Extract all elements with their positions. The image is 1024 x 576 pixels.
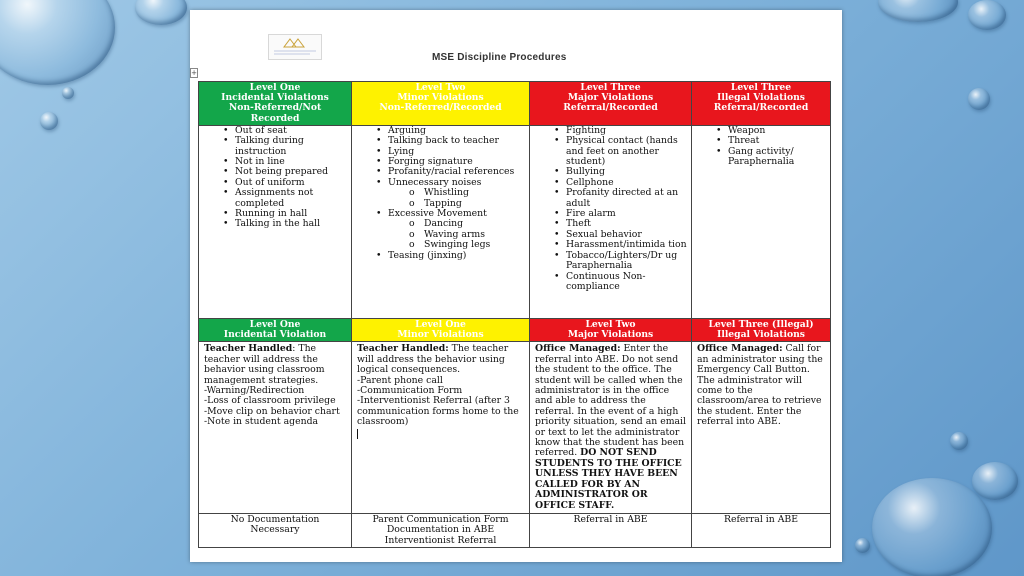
water-drop-decoration bbox=[950, 432, 968, 450]
list-item: • Arguing bbox=[352, 126, 529, 136]
level-three-illegal-list-cell bbox=[692, 125, 831, 321]
level-two-list-cell bbox=[352, 125, 530, 321]
level-three-illegal-list bbox=[692, 126, 830, 168]
procedure-header-level-three bbox=[692, 319, 831, 342]
school-logo bbox=[268, 34, 322, 60]
water-drop-decoration bbox=[0, 0, 115, 85]
procedure-step: -Interventionist Referral (after 3 communication forms home to the classroom) bbox=[357, 395, 519, 428]
list-item: • Forging signature bbox=[352, 157, 529, 167]
documentation-row bbox=[199, 513, 831, 547]
documentation-line: Parent Communication Form bbox=[372, 513, 509, 525]
documentation-line: Necessary bbox=[250, 524, 300, 536]
list-item: • Fire alarm bbox=[530, 209, 691, 219]
documentation-line: No Documentation bbox=[230, 513, 320, 525]
documentation-illegal bbox=[692, 513, 831, 547]
list-item: • Threat bbox=[692, 136, 830, 146]
document-page bbox=[190, 10, 842, 562]
water-drop-decoration bbox=[40, 112, 58, 130]
list-item: • Tobacco/Lighters/Dr ug Paraphernalia bbox=[530, 251, 691, 272]
teacher-handled-incidental-cell bbox=[199, 342, 352, 514]
list-item: • Physical contact (hands and feet on another student) bbox=[530, 136, 691, 167]
header-line: Non-Referred/Recorded bbox=[379, 102, 502, 114]
procedure-header-level-one bbox=[199, 319, 352, 342]
table-move-handle[interactable]: + bbox=[191, 69, 197, 77]
office-managed-illegal-cell bbox=[692, 342, 831, 514]
header-line: Level Two bbox=[415, 82, 466, 93]
header-line: Level One bbox=[249, 319, 301, 330]
procedure-description: The teacher will address the behavior using logical consequences. bbox=[357, 343, 509, 376]
sub-list-item: o Swinging legs bbox=[352, 240, 529, 250]
level-three-major-list-cell bbox=[530, 125, 692, 321]
header-line: Incidental Violation bbox=[223, 329, 327, 341]
list-item: • Weapon bbox=[692, 126, 830, 136]
list-item: • Excessive Movement bbox=[352, 209, 529, 219]
list-item: • Theft bbox=[530, 219, 691, 229]
procedure-step: -Move clip on behavior chart bbox=[204, 405, 340, 417]
water-drop-decoration bbox=[135, 0, 187, 25]
water-drop-decoration bbox=[62, 87, 74, 99]
list-item: • Harassment/intimida tion bbox=[530, 240, 691, 250]
header-line: Level One bbox=[249, 82, 301, 93]
water-drop-decoration bbox=[855, 538, 870, 553]
document-title: MSE Discipline Procedures bbox=[432, 52, 567, 63]
procedure-text bbox=[357, 344, 524, 375]
procedure-step: -Warning/Redirection bbox=[204, 385, 305, 397]
documentation-minor bbox=[352, 513, 530, 547]
header-line: Level One bbox=[415, 319, 466, 330]
header-line: Level Three (Illegal) bbox=[708, 319, 814, 330]
list-item: • Lying bbox=[352, 147, 529, 157]
list-item: • Bullying bbox=[530, 167, 691, 177]
logo-graphic bbox=[270, 36, 320, 58]
procedure-label: Office Managed: bbox=[697, 343, 783, 355]
procedures-header-row bbox=[199, 319, 831, 342]
level-one-list bbox=[199, 126, 351, 230]
text-cursor bbox=[357, 429, 358, 439]
documentation-line: Interventionist Referral bbox=[384, 534, 497, 546]
violations-body-row bbox=[199, 125, 831, 321]
list-item: • Cellphone bbox=[530, 178, 691, 188]
list-item: • Fighting bbox=[530, 126, 691, 136]
list-item: • Talking back to teacher bbox=[352, 136, 529, 146]
header-level-three-illegal bbox=[692, 82, 831, 126]
documentation-line: Referral in ABE bbox=[723, 513, 799, 525]
header-line: Minor Violations bbox=[397, 329, 484, 341]
procedure-step: -Parent phone call bbox=[357, 374, 443, 386]
list-item: • Teasing (jinxing) bbox=[352, 251, 529, 261]
violations-table bbox=[198, 81, 831, 322]
header-line: Referral/Recorded bbox=[713, 102, 809, 114]
water-drop-decoration bbox=[878, 0, 958, 22]
office-managed-major-cell bbox=[530, 342, 692, 514]
water-drop-decoration bbox=[972, 462, 1018, 500]
procedure-label: Office Managed: bbox=[535, 343, 621, 355]
sub-list-item: o Dancing bbox=[352, 219, 529, 229]
list-item: • Profanity/racial references bbox=[352, 167, 529, 177]
procedures-body-row bbox=[199, 342, 831, 514]
procedure-description: Call for an administrator using the Emergency Call Button. The administrator will come to the classroom/area to retrieve the student. Enter the referral into ABE. bbox=[697, 343, 823, 428]
procedure-description: Enter the referral into ABE. Do not send the student to the office. The student will be called when the administrator is in the office and able to address the referral. In the event of a high priority situation, send an email or text to let the administrator know that the student has been referred. bbox=[535, 343, 687, 459]
header-line: Level Three bbox=[730, 82, 792, 93]
header-line: Level Three bbox=[580, 82, 641, 93]
procedures-table bbox=[198, 318, 831, 548]
list-item: • Not in line bbox=[199, 157, 351, 167]
list-item: • Not being prepared bbox=[199, 167, 351, 177]
list-item: • Out of seat bbox=[199, 126, 351, 136]
list-item: • Gang activity/ Paraphernalia bbox=[692, 147, 830, 168]
list-item: • Out of uniform bbox=[199, 178, 351, 188]
list-item: • Profanity directed at an adult bbox=[530, 188, 691, 209]
header-line: Minor Violations bbox=[397, 92, 484, 104]
sub-list-item: o Tapping bbox=[352, 199, 529, 209]
list-item: • Sexual behavior bbox=[530, 230, 691, 240]
list-item: • Running in hall bbox=[199, 209, 351, 219]
header-level-three-major bbox=[530, 82, 692, 126]
header-line: Major Violations bbox=[567, 92, 654, 104]
water-drop-decoration bbox=[968, 88, 990, 110]
header-line: Incidental Violations bbox=[221, 92, 329, 104]
procedure-label: Teacher Handled bbox=[204, 343, 293, 355]
header-line: Illegal Violations bbox=[717, 329, 805, 341]
violations-header-row bbox=[199, 82, 831, 126]
procedure-step: -Communication Form bbox=[357, 385, 463, 397]
level-two-list bbox=[352, 126, 529, 261]
procedure-step: -Note in student agenda bbox=[204, 416, 319, 428]
header-line: Major Violations bbox=[567, 329, 654, 341]
procedure-text bbox=[697, 344, 825, 427]
documentation-level-one bbox=[199, 513, 352, 547]
sub-list-item: o Waving arms bbox=[352, 230, 529, 240]
list-item: • Talking during instruction bbox=[199, 136, 351, 157]
water-drop-decoration bbox=[968, 0, 1006, 30]
documentation-major bbox=[530, 513, 692, 547]
procedure-description: : The teacher will address the behavior using classroom management strategies. bbox=[204, 343, 325, 386]
documentation-line: Referral in ABE bbox=[573, 513, 648, 525]
level-three-major-list bbox=[530, 126, 691, 293]
list-item: • Talking in the hall bbox=[199, 219, 351, 229]
procedure-header-level-two bbox=[530, 319, 692, 342]
header-level-one bbox=[199, 82, 352, 126]
sub-list-item: o Whistling bbox=[352, 188, 529, 198]
list-item: • Continuous Non-compliance bbox=[530, 272, 691, 293]
header-line: Level Two bbox=[585, 319, 636, 330]
teacher-handled-minor-cell bbox=[352, 342, 530, 514]
water-drop-decoration bbox=[872, 478, 992, 576]
procedure-header-minor bbox=[352, 319, 530, 342]
header-line: Recorded bbox=[250, 112, 300, 124]
header-line: Non-Referred/Not bbox=[228, 102, 322, 114]
header-level-two bbox=[352, 82, 530, 126]
procedure-text bbox=[204, 344, 346, 386]
header-line: Referral/Recorded bbox=[563, 102, 658, 114]
list-item: • Assignments not completed bbox=[199, 188, 351, 209]
documentation-line: Documentation in ABE bbox=[386, 524, 495, 536]
procedure-text bbox=[535, 344, 686, 511]
list-item: • Unnecessary noises bbox=[352, 178, 529, 188]
procedure-label: Teacher Handled: bbox=[357, 343, 449, 355]
header-line: Illegal Violations bbox=[717, 92, 805, 104]
level-one-list-cell bbox=[199, 125, 352, 321]
procedure-warning: DO NOT SEND STUDENTS TO THE OFFICE UNLESS THEY HAVE BEEN CALLED FOR BY AN ADMINISTRATOR OR OFFICE STAFF. bbox=[535, 447, 682, 511]
procedure-step: -Loss of classroom privilege bbox=[204, 395, 336, 407]
